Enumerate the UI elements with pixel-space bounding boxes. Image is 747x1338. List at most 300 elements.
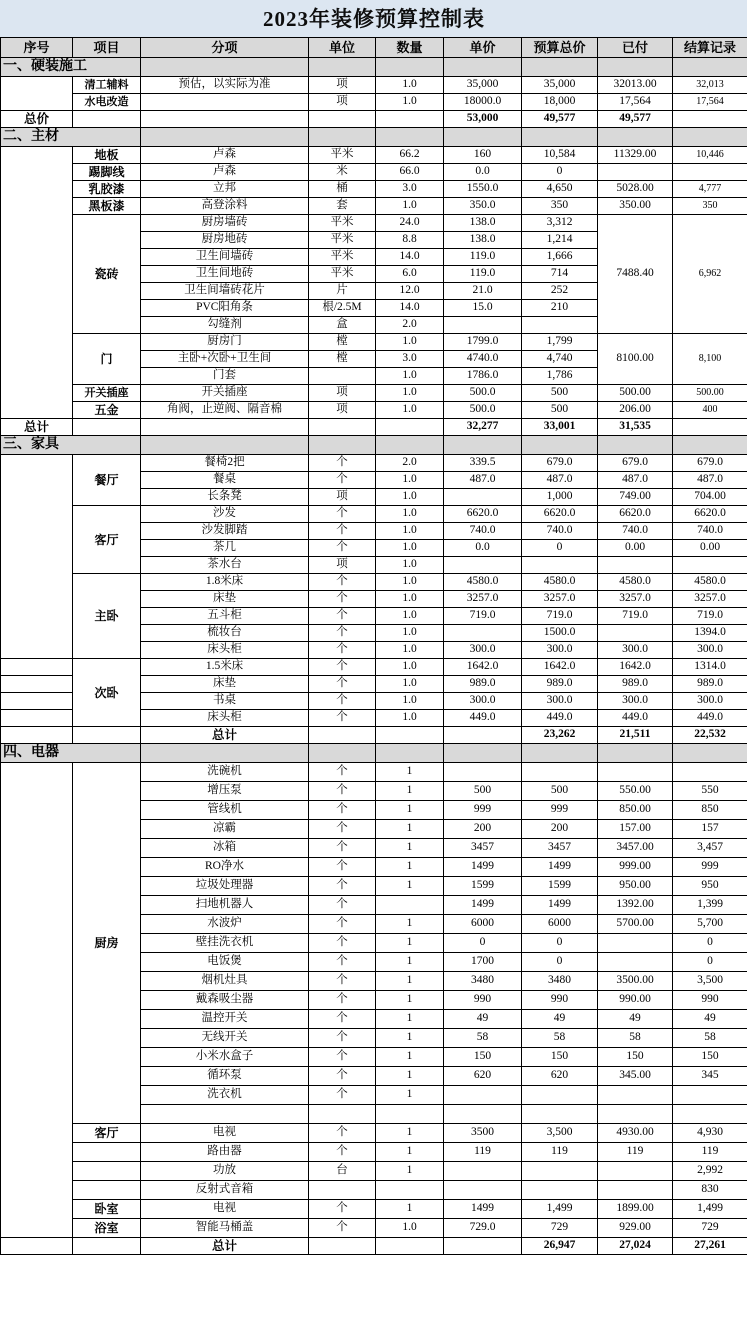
price-cell: 4740.0	[444, 351, 522, 368]
section-filler-cell	[598, 58, 673, 77]
item-label-cell: 次卧	[73, 659, 141, 727]
subitem-cell	[141, 94, 309, 111]
budget-cell: 719.0	[522, 608, 598, 625]
section-total-row	[1, 727, 747, 744]
price-cell: 21.0	[444, 283, 522, 300]
subitem-cell: 餐椅2把	[141, 455, 309, 472]
settled-cell: 989.0	[673, 676, 747, 693]
qty-cell: 1.0	[376, 676, 444, 693]
price-cell: 49	[444, 1010, 522, 1029]
total-filler-cell	[376, 111, 444, 128]
price-cell: 500	[444, 782, 522, 801]
subitem-cell: 床垫	[141, 591, 309, 608]
price-cell: 119	[444, 1143, 522, 1162]
price-cell	[444, 763, 522, 782]
settled-cell: 2,992	[673, 1162, 747, 1181]
section-filler-cell	[141, 436, 309, 455]
subitem-cell: 水波炉	[141, 915, 309, 934]
paid-cell: 150	[598, 1048, 673, 1067]
seq-cell	[1, 659, 73, 676]
item-label-cell: 清工辅料	[73, 77, 141, 94]
settled-cell: 8,100	[673, 334, 747, 385]
subitem-cell: 立邦	[141, 181, 309, 198]
qty-cell: 1.0	[376, 625, 444, 642]
unit-cell: 个	[309, 858, 376, 877]
unit-cell: 根/2.5M	[309, 300, 376, 317]
settled-cell: 119	[673, 1143, 747, 1162]
section-header-row	[1, 128, 747, 147]
budget-cell: 3,312	[522, 215, 598, 232]
settled-cell: 4,930	[673, 1124, 747, 1143]
item-label-cell	[73, 1181, 141, 1200]
paid-cell: 300.0	[598, 642, 673, 659]
paid-cell: 5028.00	[598, 181, 673, 198]
budget-cell: 0	[522, 540, 598, 557]
paid-cell: 679.0	[598, 455, 673, 472]
unit-cell: 个	[309, 659, 376, 676]
price-cell: 500.0	[444, 402, 522, 419]
price-cell: 6620.0	[444, 506, 522, 523]
price-cell	[444, 1086, 522, 1105]
subitem-cell: 凉霸	[141, 820, 309, 839]
qty-cell: 24.0	[376, 215, 444, 232]
total-label-cell: 总计	[1, 419, 73, 436]
item-label-cell	[73, 1238, 141, 1255]
paid-cell: 7488.40	[598, 215, 673, 334]
settled-cell: 4,777	[673, 181, 747, 198]
seq-cell	[1, 676, 73, 693]
section-heading: 四、电器	[1, 744, 141, 763]
subitem-cell: 卫生间墙砖花片	[141, 283, 309, 300]
unit-cell: 个	[309, 877, 376, 896]
settled-cell: 17,564	[673, 94, 747, 111]
unit-cell: 项	[309, 557, 376, 574]
col-header-subitem: 分项	[141, 38, 309, 58]
unit-cell: 个	[309, 915, 376, 934]
budget-cell	[522, 1086, 598, 1105]
section-filler-cell	[598, 436, 673, 455]
paid-cell: 740.0	[598, 523, 673, 540]
budget-cell: 4,740	[522, 351, 598, 368]
unit-cell: 个	[309, 1029, 376, 1048]
paid-cell	[598, 1086, 673, 1105]
section-header-row	[1, 436, 747, 455]
total-filler-cell	[141, 419, 309, 436]
price-cell: 729.0	[444, 1219, 522, 1238]
price-cell: 15.0	[444, 300, 522, 317]
qty-cell: 1	[376, 1143, 444, 1162]
qty-cell: 1.0	[376, 591, 444, 608]
paid-cell	[598, 1105, 673, 1124]
table-head	[1, 1, 747, 58]
col-header-seq: 序号	[1, 38, 73, 58]
price-cell	[444, 317, 522, 334]
subitem-cell: 1.5米床	[141, 659, 309, 676]
section-filler-cell	[444, 58, 522, 77]
qty-cell: 66.2	[376, 147, 444, 164]
subitem-cell: 卢森	[141, 147, 309, 164]
settled-cell: 400	[673, 402, 747, 419]
subitem-cell: 勾缝剂	[141, 317, 309, 334]
price-cell: 1499	[444, 858, 522, 877]
price-cell: 339.5	[444, 455, 522, 472]
item-label-cell: 瓷砖	[73, 215, 141, 334]
budget-cell: 49	[522, 1010, 598, 1029]
subitem-cell: 路由器	[141, 1143, 309, 1162]
settled-cell: 850	[673, 801, 747, 820]
unit-cell: 平米	[309, 147, 376, 164]
price-cell: 3480	[444, 972, 522, 991]
subitem-cell: 长条凳	[141, 489, 309, 506]
settled-cell: 345	[673, 1067, 747, 1086]
settled-cell: 0	[673, 934, 747, 953]
settled-cell: 500.00	[673, 385, 747, 402]
item-label-cell: 乳胶漆	[73, 181, 141, 198]
budget-cell: 3,500	[522, 1124, 598, 1143]
paid-cell	[598, 763, 673, 782]
paid-cell	[598, 625, 673, 642]
price-cell: 1499	[444, 1200, 522, 1219]
unit-cell: 片	[309, 283, 376, 300]
qty-cell: 1.0	[376, 557, 444, 574]
qty-cell: 1.0	[376, 368, 444, 385]
settled-cell: 300.0	[673, 642, 747, 659]
paid-cell: 4930.00	[598, 1124, 673, 1143]
qty-cell: 1.0	[376, 1219, 444, 1238]
settled-cell: 679.0	[673, 455, 747, 472]
subitem-cell: 书桌	[141, 693, 309, 710]
unit-cell: 个	[309, 506, 376, 523]
settled-cell: 3,500	[673, 972, 747, 991]
subitem-cell	[141, 1105, 309, 1124]
price-cell: 719.0	[444, 608, 522, 625]
settled-cell: 157	[673, 820, 747, 839]
item-label-cell: 五金	[73, 402, 141, 419]
price-cell: 1799.0	[444, 334, 522, 351]
budget-cell: 729	[522, 1219, 598, 1238]
subitem-cell: 扫地机器人	[141, 896, 309, 915]
unit-cell: 项	[309, 94, 376, 111]
unit-cell: 个	[309, 574, 376, 591]
price-cell: 35,000	[444, 77, 522, 94]
total-filler-cell	[309, 111, 376, 128]
unit-cell: 个	[309, 972, 376, 991]
table-row	[1, 1200, 747, 1219]
subitem-cell: 烟机灶具	[141, 972, 309, 991]
unit-cell: 个	[309, 820, 376, 839]
seq-cell	[1, 1238, 73, 1255]
subitem-cell: 茶几	[141, 540, 309, 557]
budget-cell: 1499	[522, 858, 598, 877]
settled-cell: 6620.0	[673, 506, 747, 523]
paid-cell	[598, 953, 673, 972]
section-filler-cell	[673, 436, 747, 455]
item-label-cell: 黑板漆	[73, 198, 141, 215]
paid-cell: 1899.00	[598, 1200, 673, 1219]
table-row	[1, 1162, 747, 1181]
paid-cell: 350.00	[598, 198, 673, 215]
item-label-cell: 厨房	[73, 763, 141, 1124]
table-row	[1, 1181, 747, 1200]
subitem-cell: RO净水	[141, 858, 309, 877]
price-cell: 740.0	[444, 523, 522, 540]
total-filler-cell	[376, 419, 444, 436]
subitem-cell: 智能马桶盖	[141, 1219, 309, 1238]
price-cell: 150	[444, 1048, 522, 1067]
qty-cell: 1.0	[376, 198, 444, 215]
unit-cell	[309, 368, 376, 385]
table-body	[1, 58, 747, 1255]
table-row	[1, 385, 747, 402]
table-row	[1, 147, 747, 164]
qty-cell: 1.0	[376, 472, 444, 489]
item-label-cell: 门	[73, 334, 141, 385]
price-cell: 6000	[444, 915, 522, 934]
table-row	[1, 402, 747, 419]
price-cell: 1599	[444, 877, 522, 896]
unit-cell: 个	[309, 934, 376, 953]
price-cell: 4580.0	[444, 574, 522, 591]
section-filler-cell	[376, 128, 444, 147]
paid-cell: 8100.00	[598, 334, 673, 385]
total-paid-cell: 49,577	[522, 111, 598, 128]
qty-cell: 12.0	[376, 283, 444, 300]
item-label-cell: 水电改造	[73, 94, 141, 111]
subitem-cell: 床头柜	[141, 710, 309, 727]
table-row	[1, 181, 747, 198]
subitem-cell: 厨房门	[141, 334, 309, 351]
subitem-cell: 梳妆台	[141, 625, 309, 642]
paid-cell	[598, 1181, 673, 1200]
unit-cell: 平米	[309, 249, 376, 266]
total-paid-cell: 21,511	[598, 727, 673, 744]
qty-cell: 1.0	[376, 402, 444, 419]
seq-cell	[1, 727, 73, 744]
budget-cell: 200	[522, 820, 598, 839]
settled-cell	[673, 763, 747, 782]
paid-cell: 32013.00	[598, 77, 673, 94]
price-cell: 999	[444, 801, 522, 820]
budget-cell: 1,786	[522, 368, 598, 385]
paid-cell: 58	[598, 1029, 673, 1048]
price-cell: 300.0	[444, 642, 522, 659]
subitem-cell: 沙发脚踏	[141, 523, 309, 540]
paid-cell: 449.0	[598, 710, 673, 727]
section-filler-cell	[376, 58, 444, 77]
section-filler-cell	[141, 128, 309, 147]
total-filler-cell	[309, 419, 376, 436]
item-label-cell: 地板	[73, 147, 141, 164]
settled-cell: 1,499	[673, 1200, 747, 1219]
unit-cell: 个	[309, 1124, 376, 1143]
paid-cell: 500.00	[598, 385, 673, 402]
qty-cell: 3.0	[376, 351, 444, 368]
unit-cell: 米	[309, 164, 376, 181]
settled-cell: 740.0	[673, 523, 747, 540]
budget-cell: 6000	[522, 915, 598, 934]
paid-cell: 929.00	[598, 1219, 673, 1238]
total-filler-cell	[376, 1238, 444, 1255]
table-row	[1, 1143, 747, 1162]
price-cell	[444, 1105, 522, 1124]
unit-cell: 项	[309, 385, 376, 402]
settled-cell: 3,457	[673, 839, 747, 858]
price-cell: 500.0	[444, 385, 522, 402]
total-filler-cell	[444, 1238, 522, 1255]
qty-cell: 1.0	[376, 608, 444, 625]
qty-cell: 14.0	[376, 300, 444, 317]
unit-cell: 个	[309, 591, 376, 608]
qty-cell: 1	[376, 1029, 444, 1048]
subitem-cell: 功放	[141, 1162, 309, 1181]
unit-cell: 个	[309, 839, 376, 858]
price-cell: 1700	[444, 953, 522, 972]
budget-cell: 1,499	[522, 1200, 598, 1219]
section-filler-cell	[309, 436, 376, 455]
qty-cell: 3.0	[376, 181, 444, 198]
section-filler-cell	[598, 744, 673, 763]
settled-cell: 6,962	[673, 215, 747, 334]
budget-cell: 35,000	[522, 77, 598, 94]
price-cell	[444, 1162, 522, 1181]
budget-cell: 18,000	[522, 94, 598, 111]
section-header-row	[1, 58, 747, 77]
item-label-cell: 浴室	[73, 1219, 141, 1238]
budget-cell: 1642.0	[522, 659, 598, 676]
price-cell: 160	[444, 147, 522, 164]
qty-cell: 1	[376, 1010, 444, 1029]
paid-cell: 990.00	[598, 991, 673, 1010]
section-filler-cell	[522, 436, 598, 455]
budget-cell: 679.0	[522, 455, 598, 472]
budget-cell: 350	[522, 198, 598, 215]
settled-cell	[673, 1086, 747, 1105]
unit-cell: 个	[309, 608, 376, 625]
paid-cell: 5700.00	[598, 915, 673, 934]
paid-cell: 749.00	[598, 489, 673, 506]
budget-cell: 999	[522, 801, 598, 820]
unit-cell: 个	[309, 991, 376, 1010]
seq-cell	[1, 455, 73, 659]
subitem-cell: 餐桌	[141, 472, 309, 489]
budget-cell: 119	[522, 1143, 598, 1162]
paid-cell: 487.0	[598, 472, 673, 489]
budget-cell: 4580.0	[522, 574, 598, 591]
settled-cell: 10,446	[673, 147, 747, 164]
unit-cell: 项	[309, 402, 376, 419]
paid-cell: 3500.00	[598, 972, 673, 991]
qty-cell: 1.0	[376, 710, 444, 727]
section-filler-cell	[444, 436, 522, 455]
total-filler-cell	[309, 1238, 376, 1255]
subitem-cell: 开关插座	[141, 385, 309, 402]
price-cell: 620	[444, 1067, 522, 1086]
qty-cell: 1	[376, 1086, 444, 1105]
price-cell: 1642.0	[444, 659, 522, 676]
subitem-cell: 卫生间地砖	[141, 266, 309, 283]
budget-cell: 989.0	[522, 676, 598, 693]
section-filler-cell	[673, 58, 747, 77]
subitem-cell: 小米水盒子	[141, 1048, 309, 1067]
unit-cell: 个	[309, 1086, 376, 1105]
budget-cell: 210	[522, 300, 598, 317]
total-filler-cell	[376, 727, 444, 744]
qty-cell: 1.0	[376, 540, 444, 557]
settled-cell: 5,700	[673, 915, 747, 934]
qty-cell: 1.0	[376, 385, 444, 402]
section-header-row	[1, 744, 747, 763]
unit-cell: 平米	[309, 215, 376, 232]
unit-cell: 个	[309, 625, 376, 642]
qty-cell: 1.0	[376, 77, 444, 94]
item-label-cell: 客厅	[73, 1124, 141, 1143]
qty-cell: 1.0	[376, 489, 444, 506]
subitem-cell: 反射式音箱	[141, 1181, 309, 1200]
subitem-cell: 厨房墙砖	[141, 215, 309, 232]
subitem-cell: 电视	[141, 1124, 309, 1143]
price-cell: 449.0	[444, 710, 522, 727]
price-cell: 1786.0	[444, 368, 522, 385]
paid-cell: 4580.0	[598, 574, 673, 591]
paid-cell: 0.00	[598, 540, 673, 557]
qty-cell: 66.0	[376, 164, 444, 181]
price-cell	[444, 557, 522, 574]
subitem-cell: 1.8米床	[141, 574, 309, 591]
unit-cell: 个	[309, 896, 376, 915]
section-filler-cell	[522, 58, 598, 77]
paid-cell	[598, 1162, 673, 1181]
settled-cell: 704.00	[673, 489, 747, 506]
unit-cell: 个	[309, 953, 376, 972]
budget-cell: 0	[522, 953, 598, 972]
total-settled-cell: 49,577	[598, 111, 673, 128]
budget-cell: 150	[522, 1048, 598, 1067]
budget-cell	[522, 1105, 598, 1124]
seq-cell	[1, 763, 73, 1238]
unit-cell: 樘	[309, 334, 376, 351]
paid-cell: 850.00	[598, 801, 673, 820]
qty-cell: 1	[376, 1048, 444, 1067]
budget-cell: 1,666	[522, 249, 598, 266]
paid-cell: 11329.00	[598, 147, 673, 164]
unit-cell: 樘	[309, 351, 376, 368]
budget-cell: 3257.0	[522, 591, 598, 608]
qty-cell: 1	[376, 991, 444, 1010]
section-filler-cell	[673, 744, 747, 763]
subitem-cell: 洗碗机	[141, 763, 309, 782]
col-header-unit: 单位	[309, 38, 376, 58]
total-filler-cell	[309, 727, 376, 744]
budget-cell: 252	[522, 283, 598, 300]
paid-cell: 206.00	[598, 402, 673, 419]
total-settled-cell: 31,535	[598, 419, 673, 436]
settled-cell: 487.0	[673, 472, 747, 489]
budget-cell: 10,584	[522, 147, 598, 164]
price-cell: 350.0	[444, 198, 522, 215]
paid-cell: 119	[598, 1143, 673, 1162]
table-row	[1, 659, 747, 676]
qty-cell: 1	[376, 1162, 444, 1181]
price-cell: 1550.0	[444, 181, 522, 198]
subitem-cell: 卫生间墙砖	[141, 249, 309, 266]
settled-cell: 4580.0	[673, 574, 747, 591]
subitem-cell: 无线开关	[141, 1029, 309, 1048]
qty-cell	[376, 1181, 444, 1200]
col-header-price: 单价	[444, 38, 522, 58]
total-filler-cell	[73, 111, 141, 128]
unit-cell: 个	[309, 455, 376, 472]
qty-cell: 1.0	[376, 523, 444, 540]
